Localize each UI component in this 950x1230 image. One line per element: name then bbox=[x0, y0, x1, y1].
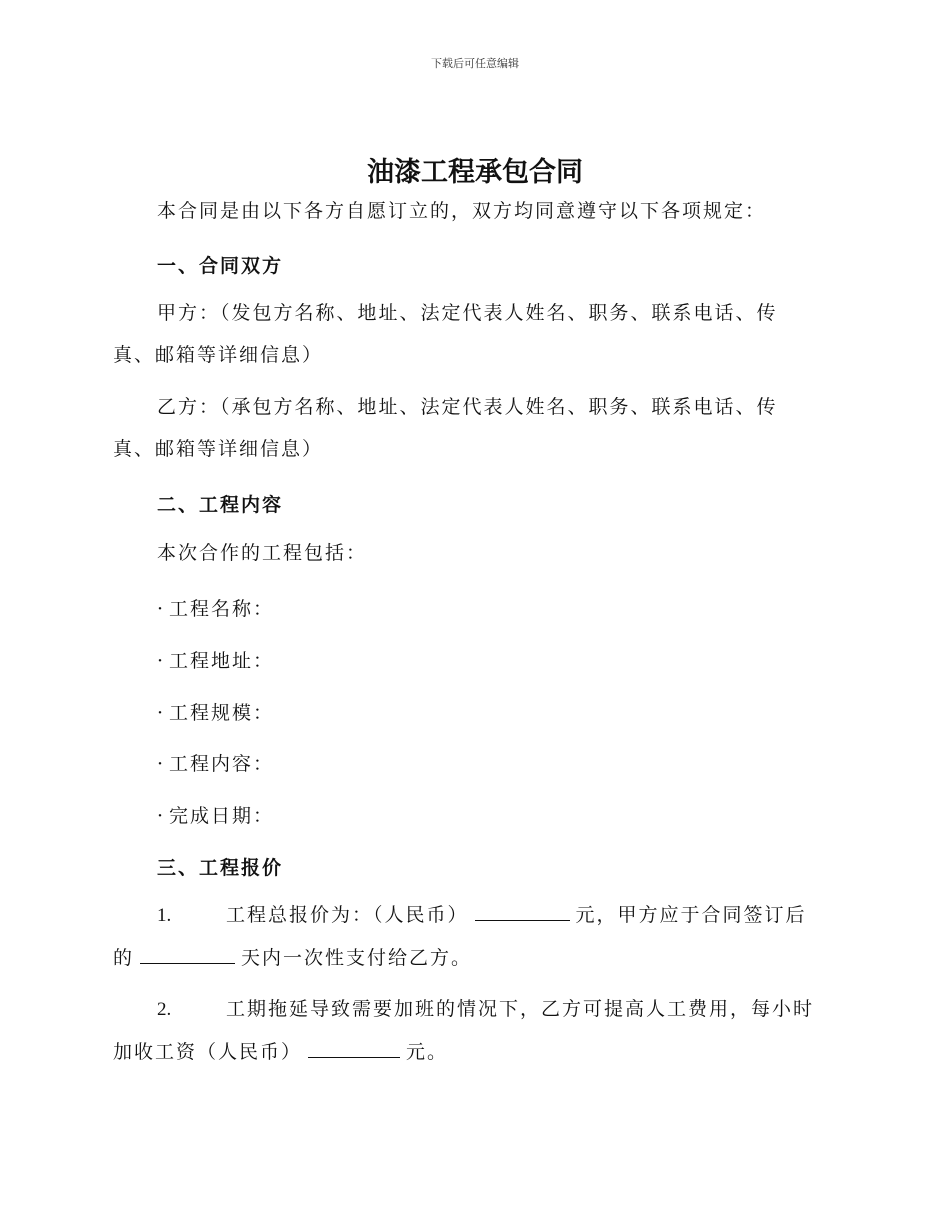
bullet-dot-icon: · bbox=[157, 805, 166, 827]
party-b-paragraph bbox=[113, 386, 838, 470]
clause-2-line1 bbox=[113, 988, 838, 1031]
clause-text: 加收工资（人民币） bbox=[113, 1041, 303, 1063]
page-header-note: 下载后可任意编辑 bbox=[431, 57, 519, 70]
intro-paragraph: 本合同是由以下各方自愿订立的，双方均同意遵守以下各项规定： bbox=[157, 200, 767, 222]
clause-1-paragraph bbox=[113, 894, 838, 979]
clause-text: 天内一次性支付给乙方。 bbox=[241, 947, 473, 969]
clause-1-line1 bbox=[113, 894, 838, 937]
party-a-line2: 真、邮箱等详细信息） bbox=[113, 344, 324, 366]
party-b-line2: 真、邮箱等详细信息） bbox=[113, 438, 324, 460]
clause-text: 元，甲方应于合同签订后 bbox=[575, 904, 807, 926]
bullet-dot-icon: · bbox=[157, 702, 166, 724]
party-b-line1: 乙方：（承包方名称、地址、法定代表人姓名、职务、联系电话、传 bbox=[157, 396, 778, 418]
clause-text: 工程总报价为：（人民币） bbox=[226, 904, 469, 926]
list-item bbox=[157, 594, 274, 621]
list-item-text: 工程规模： bbox=[169, 702, 275, 724]
list-item bbox=[157, 801, 274, 828]
list-item bbox=[157, 698, 274, 725]
list-item bbox=[157, 749, 274, 776]
clause-2-paragraph bbox=[113, 988, 838, 1073]
party-a-paragraph bbox=[113, 292, 838, 376]
clause-text: 工期拖延导致需要加班的情况下，乙方可提高人工费用，每小时 bbox=[226, 998, 815, 1020]
bullet-dot-icon: · bbox=[157, 598, 166, 620]
fill-in-blank bbox=[475, 902, 570, 921]
clause-number: 2. bbox=[157, 999, 172, 1020]
clause-text: 元。 bbox=[406, 1041, 449, 1063]
list-item-text: 工程名称： bbox=[169, 598, 275, 620]
clause-2-line2 bbox=[113, 1031, 838, 1073]
list-item-text: 工程内容： bbox=[169, 753, 275, 775]
bullet-dot-icon: · bbox=[157, 753, 166, 775]
party-a-line1: 甲方：（发包方名称、地址、法定代表人姓名、职务、联系电话、传 bbox=[157, 302, 778, 324]
list-item-text: 工程地址： bbox=[169, 650, 275, 672]
list-item bbox=[157, 646, 274, 673]
section-1-heading: 一、合同双方 bbox=[157, 255, 284, 277]
section-2-lead: 本次合作的工程包括： bbox=[157, 542, 368, 564]
clause-text: 的 bbox=[113, 947, 135, 969]
list-item-text: 完成日期： bbox=[169, 805, 275, 827]
fill-in-blank bbox=[140, 945, 235, 964]
clause-1-line2 bbox=[113, 937, 838, 979]
fill-in-blank bbox=[308, 1039, 400, 1058]
clause-number: 1. bbox=[157, 905, 172, 926]
document-title: 油漆工程承包合同 bbox=[367, 157, 583, 188]
section-3-heading: 三、工程报价 bbox=[157, 857, 284, 879]
section-2-heading: 二、工程内容 bbox=[157, 494, 284, 516]
bullet-dot-icon: · bbox=[157, 650, 166, 672]
